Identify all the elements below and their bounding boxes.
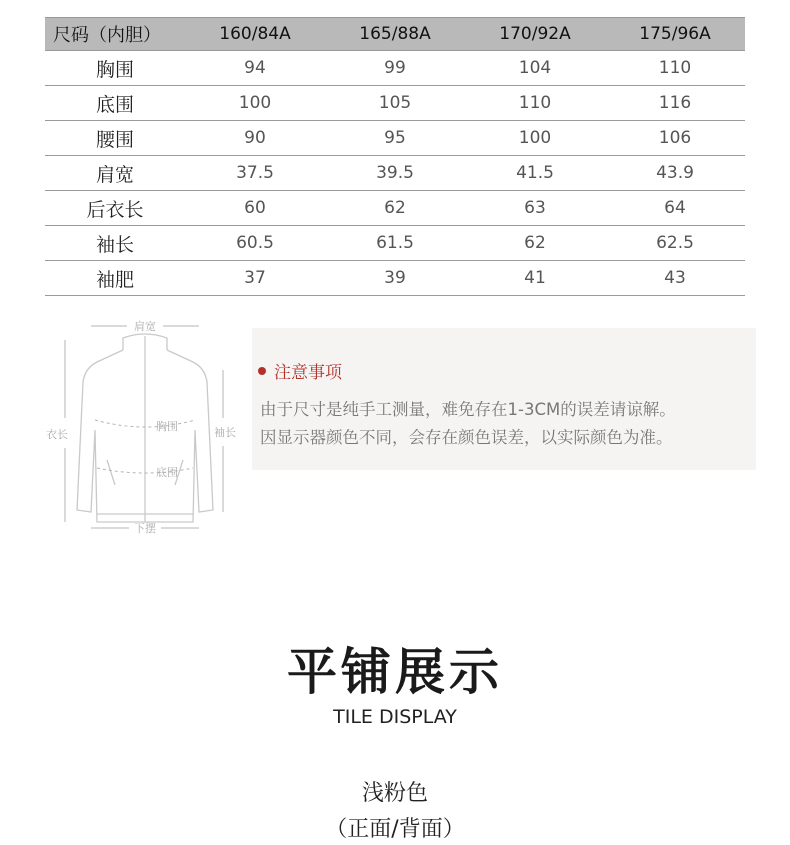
table-cell: 62.5 — [605, 226, 745, 261]
notice-line-1: 由于尺寸是纯手工测量，难免存在1-3CM的误差请谅解。 — [260, 400, 676, 419]
table-cell: 94 — [185, 51, 325, 86]
table-cell: 39 — [325, 261, 465, 296]
table-row — [45, 121, 745, 156]
table-row — [45, 51, 745, 86]
table-cell: 37.5 — [185, 156, 325, 191]
table-header-size: 尺码（内胆） — [45, 18, 185, 51]
table-cell: 95 — [325, 121, 465, 156]
table-cell: 60.5 — [185, 226, 325, 261]
table-cell: 104 — [465, 51, 605, 86]
view-label: （正面/背面） — [325, 817, 465, 842]
row-label: 胸围 — [45, 51, 185, 86]
table-header-165: 165/88A — [325, 18, 465, 51]
table-cell: 90 — [185, 121, 325, 156]
table-header-175: 175/96A — [605, 18, 745, 51]
table-cell: 41 — [465, 261, 605, 296]
notice-box — [252, 328, 756, 470]
table-cell: 43 — [605, 261, 745, 296]
table-cell: 99 — [325, 51, 465, 86]
row-label: 腰围 — [45, 121, 185, 156]
table-row — [45, 226, 745, 261]
diagram-label-sleeve: 袖长 — [214, 426, 236, 439]
table-cell: 64 — [605, 191, 745, 226]
table-cell: 60 — [185, 191, 325, 226]
row-label: 袖长 — [45, 226, 185, 261]
table-header-170: 170/92A — [465, 18, 605, 51]
table-row — [45, 86, 745, 121]
table-header-160: 160/84A — [185, 18, 325, 51]
table-cell: 105 — [325, 86, 465, 121]
row-label: 袖肥 — [45, 261, 185, 296]
table-cell: 110 — [605, 51, 745, 86]
section-subtitle: TILE DISPLAY — [333, 706, 457, 728]
table-cell: 41.5 — [465, 156, 605, 191]
table-cell: 62 — [465, 226, 605, 261]
table-cell: 100 — [185, 86, 325, 121]
jacket-measurement-diagram — [35, 310, 255, 540]
row-label: 肩宽 — [45, 156, 185, 191]
diagram-label-length: 衣长 — [46, 428, 68, 441]
diagram-label-chest: 胸围 — [156, 420, 178, 433]
table-cell: 39.5 — [325, 156, 465, 191]
table-row — [45, 156, 745, 191]
table-cell: 37 — [185, 261, 325, 296]
notice-heading — [258, 358, 342, 383]
color-name: 浅粉色 — [361, 781, 428, 806]
row-label: 后衣长 — [45, 191, 185, 226]
notice-title-text: 注意事项 — [274, 363, 342, 383]
diagram-label-hem: 下摆 — [134, 522, 156, 535]
diagram-label-shoulder: 肩宽 — [134, 320, 156, 333]
table-cell: 116 — [605, 86, 745, 121]
table-row — [45, 261, 745, 296]
row-label: 底围 — [45, 86, 185, 121]
table-cell: 106 — [605, 121, 745, 156]
table-cell: 63 — [465, 191, 605, 226]
table-cell: 43.9 — [605, 156, 745, 191]
table-cell: 62 — [325, 191, 465, 226]
diagram-label-bottom: 底围 — [156, 466, 178, 479]
table-cell: 61.5 — [325, 226, 465, 261]
notice-line-2: 因显示器颜色不同，会存在颜色误差，以实际颜色为准。 — [260, 428, 673, 447]
size-chart-table — [45, 17, 745, 296]
table-header-row — [45, 18, 745, 51]
section-title: 平铺展示 — [287, 643, 503, 701]
table-cell: 100 — [465, 121, 605, 156]
table-cell: 110 — [465, 86, 605, 121]
bullet-dot-icon — [258, 367, 266, 375]
table-row — [45, 191, 745, 226]
